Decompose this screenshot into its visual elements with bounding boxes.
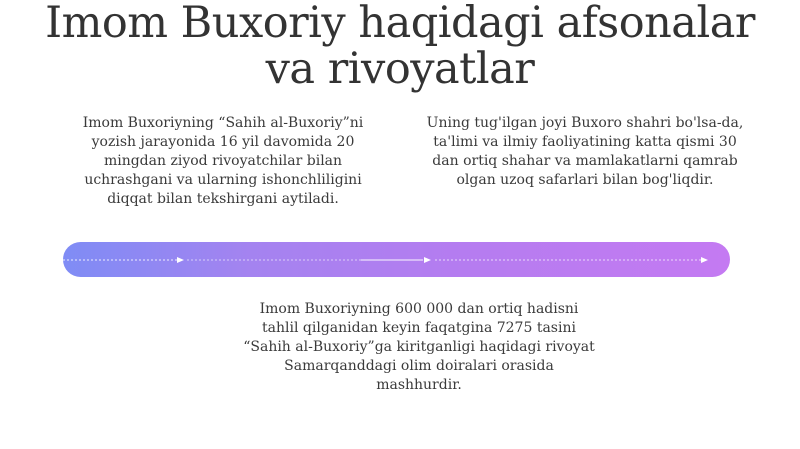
text-line: yozish jarayonida 16 yil davomida 20 bbox=[91, 134, 355, 150]
page-title-line-1: Imom Buxoriy haqidagi afsonalar bbox=[45, 0, 755, 48]
text-line: diqqat bilan tekshirgani aytiladi. bbox=[107, 191, 339, 207]
text-line: tahlil qilganidan keyin faqatgina 7275 tasini bbox=[262, 320, 576, 336]
text-line: “Sahih al-Buxoriy”ga kiritganligi haqidagi rivoyat bbox=[243, 339, 595, 355]
arrow-right-icon bbox=[424, 257, 431, 263]
text-line: mingdan ziyod rivoyatchilar bilan bbox=[103, 153, 343, 169]
text-line: dan ortiq shahar va mamlakatlarni qamrab bbox=[432, 153, 738, 169]
text-line: uchrashgani va ularning ishonchliligini bbox=[84, 172, 362, 188]
text-line: Imom Buxoriyning 600 000 dan ortiq hadisni bbox=[259, 301, 579, 317]
text-line: Imom Buxoriyning “Sahih al-Buxoriy”ni bbox=[82, 115, 364, 131]
page-title bbox=[0, 0, 800, 92]
timeline-bar bbox=[63, 242, 730, 277]
legend-paragraph-right bbox=[414, 114, 756, 190]
text-line: olgan uzoq safarlari bilan bog'liqdir. bbox=[456, 172, 714, 188]
legend-paragraph-left bbox=[72, 114, 374, 209]
arrow-right-icon bbox=[701, 257, 708, 263]
legend-paragraph-bottom bbox=[238, 300, 600, 395]
text-line: Samarqanddagi olim doiralari orasida bbox=[284, 358, 554, 374]
text-line: mashhurdir. bbox=[376, 377, 462, 393]
text-line: Uning tug'ilgan joyi Buxoro shahri bo'lsa-da, bbox=[426, 115, 744, 131]
page-title-line-2: va rivoyatlar bbox=[265, 44, 535, 94]
text-line: ta'limi va ilmiy faoliyatining katta qismi 30 bbox=[433, 134, 737, 150]
arrow-right-icon bbox=[177, 257, 184, 263]
timeline-arrows bbox=[63, 242, 730, 277]
